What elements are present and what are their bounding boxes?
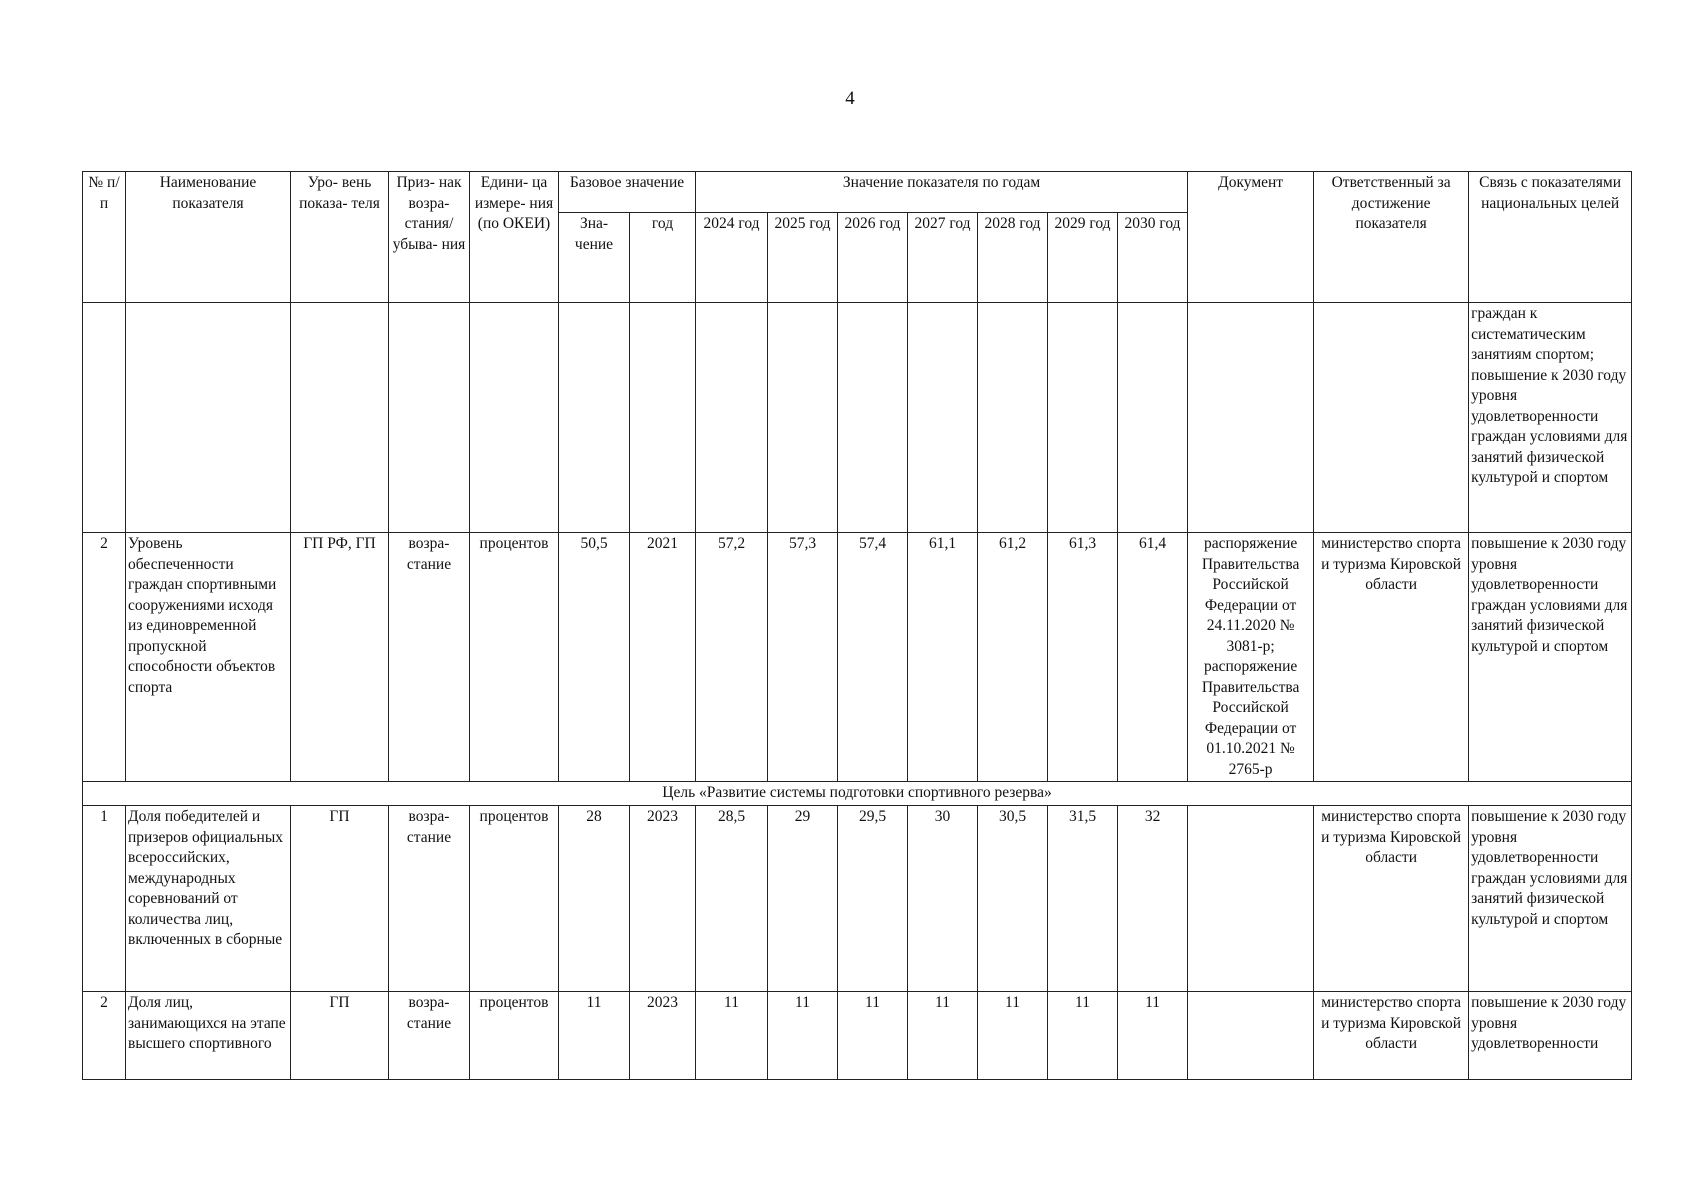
header-level: Уро- вень показа- теля bbox=[291, 172, 389, 303]
row-responsible: министерство спорта и туризма Кировской области bbox=[1314, 992, 1469, 1080]
row-value-2027: 30 bbox=[908, 806, 978, 992]
row-level: ГП bbox=[291, 992, 389, 1080]
row-document: распоряжение Правительства Российской Федерации от 24.11.2020 № 3081-р; распоряжение Правительства Российской Федерации от 01.10.2021 № 2765-р bbox=[1188, 533, 1314, 782]
row-name: Уровень обеспеченности граждан спортивными сооружениями исходя из единовременной пропускной способности объектов спорта bbox=[126, 533, 291, 782]
indicators-table bbox=[82, 171, 1632, 1080]
row-national-goals: повышение к 2030 году уровня удовлетворенности bbox=[1469, 992, 1632, 1080]
header-num: № п/п bbox=[83, 172, 126, 303]
row-trend: возра- стание bbox=[389, 806, 470, 992]
header-trend: Приз- нак возра- стания/ убыва- ния bbox=[389, 172, 470, 303]
header-base-year: год bbox=[630, 213, 696, 303]
row-value-2025: 29 bbox=[768, 806, 838, 992]
header-row bbox=[83, 172, 1632, 213]
row-value-2027: 11 bbox=[908, 992, 978, 1080]
continuation-row bbox=[83, 303, 1632, 533]
row-unit: процентов bbox=[470, 533, 559, 782]
header-year-2029: 2029 год bbox=[1048, 213, 1118, 303]
row-national-goals: повышение к 2030 году уровня удовлетворенности граждан условиями для занятий физической культурой и спортом bbox=[1469, 533, 1632, 782]
header-document: Документ bbox=[1188, 172, 1314, 303]
header-year-2028: 2028 год bbox=[978, 213, 1048, 303]
row-value-2030: 61,4 bbox=[1118, 533, 1188, 782]
header-unit: Едини- ца измере- ния (по ОКЕИ) bbox=[470, 172, 559, 303]
row-value-2028: 11 bbox=[978, 992, 1048, 1080]
row-responsible: министерство спорта и туризма Кировской области bbox=[1314, 533, 1469, 782]
row-base-value: 11 bbox=[559, 992, 630, 1080]
table-row bbox=[83, 992, 1632, 1080]
row-national-goals: повышение к 2030 году уровня удовлетворенности граждан условиями для занятий физической культурой и спортом bbox=[1469, 806, 1632, 992]
header-years-group: Значение показателя по годам bbox=[696, 172, 1188, 213]
row-level: ГП bbox=[291, 806, 389, 992]
row-value-2025: 11 bbox=[768, 992, 838, 1080]
row-base-year: 2023 bbox=[630, 992, 696, 1080]
table-row bbox=[83, 806, 1632, 992]
row-value-2024: 11 bbox=[696, 992, 768, 1080]
header-base: Базовое значение bbox=[559, 172, 696, 213]
row-base-year: 2023 bbox=[630, 806, 696, 992]
header-base-value: Зна- чение bbox=[559, 213, 630, 303]
table-row bbox=[83, 533, 1632, 782]
row-level: ГП РФ, ГП bbox=[291, 533, 389, 782]
row-document bbox=[1188, 992, 1314, 1080]
continuation-national-goals: граждан к систематическим занятиям спортом; повышение к 2030 году уровня удовлетворенности граждан условиями для занятий физической культурой и спортом bbox=[1469, 303, 1632, 533]
row-value-2028: 61,2 bbox=[978, 533, 1048, 782]
row-value-2030: 11 bbox=[1118, 992, 1188, 1080]
row-base-value: 28 bbox=[559, 806, 630, 992]
row-value-2029: 11 bbox=[1048, 992, 1118, 1080]
header-national-goals: Связь с показателями национальных целей bbox=[1469, 172, 1632, 303]
row-value-2024: 28,5 bbox=[696, 806, 768, 992]
row-document bbox=[1188, 806, 1314, 992]
row-num: 1 bbox=[83, 806, 126, 992]
row-unit: процентов bbox=[470, 992, 559, 1080]
header-year-2030: 2030 год bbox=[1118, 213, 1188, 303]
page-number: 4 bbox=[845, 88, 855, 109]
row-value-2028: 30,5 bbox=[978, 806, 1048, 992]
row-value-2030: 32 bbox=[1118, 806, 1188, 992]
goal-row bbox=[83, 782, 1632, 806]
row-num: 2 bbox=[83, 533, 126, 782]
row-value-2029: 61,3 bbox=[1048, 533, 1118, 782]
header-responsible: Ответственный за достижение показателя bbox=[1314, 172, 1469, 303]
row-value-2024: 57,2 bbox=[696, 533, 768, 782]
row-unit: процентов bbox=[470, 806, 559, 992]
header-year-2026: 2026 год bbox=[838, 213, 908, 303]
header-year-2024: 2024 год bbox=[696, 213, 768, 303]
row-name: Доля лиц, занимающихся на этапе высшего спортивного bbox=[126, 992, 291, 1080]
goal-title: Цель «Развитие системы подготовки спортивного резерва» bbox=[83, 782, 1632, 806]
row-num: 2 bbox=[83, 992, 126, 1080]
header-year-2027: 2027 год bbox=[908, 213, 978, 303]
row-base-year: 2021 bbox=[630, 533, 696, 782]
row-value-2025: 57,3 bbox=[768, 533, 838, 782]
row-value-2026: 11 bbox=[838, 992, 908, 1080]
row-responsible: министерство спорта и туризма Кировской области bbox=[1314, 806, 1469, 992]
row-value-2026: 29,5 bbox=[838, 806, 908, 992]
header-name: Наименование показателя bbox=[126, 172, 291, 303]
row-value-2027: 61,1 bbox=[908, 533, 978, 782]
row-value-2026: 57,4 bbox=[838, 533, 908, 782]
row-value-2029: 31,5 bbox=[1048, 806, 1118, 992]
row-trend: возра- стание bbox=[389, 533, 470, 782]
row-trend: возра- стание bbox=[389, 992, 470, 1080]
row-name: Доля победителей и призеров официальных всероссийских, международных соревнований от количества лиц, включенных в сборные bbox=[126, 806, 291, 992]
header-year-2025: 2025 год bbox=[768, 213, 838, 303]
row-base-value: 50,5 bbox=[559, 533, 630, 782]
